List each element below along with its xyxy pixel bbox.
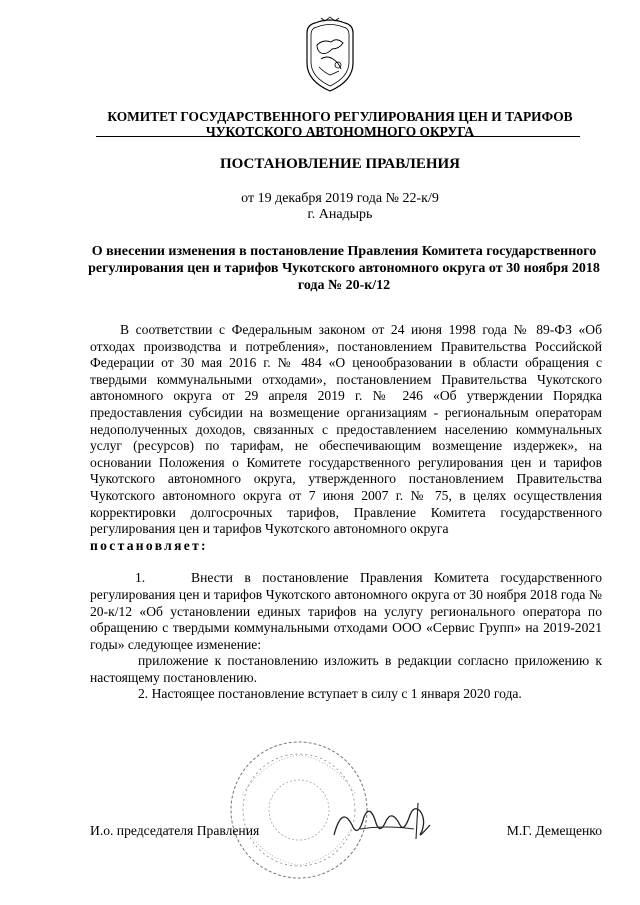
- resolve-word: постановляет:: [90, 537, 208, 553]
- organization-name-line2: ЧУКОТСКОГО АВТОНОМНОГО ОКРУГА: [205, 124, 475, 139]
- item-2-paragraph: 2. Настоящее постановление вступает в силу с 1 января 2020 года.: [138, 686, 522, 702]
- document-title: ПОСТАНОВЛЕНИЕ ПРАВЛЕНИЯ: [219, 156, 460, 172]
- document-city: г. Анадырь: [307, 207, 373, 222]
- document-subject: О внесении изменения в постановление Правления Комитета государственного регулирования цен и тарифов Чукотского автономного округа от 30 ноября 2018 года № 20-к/12: [88, 244, 600, 293]
- signatory-name: М.Г. Демещенко: [506, 823, 602, 838]
- preamble-paragraph: В соответствии с Федеральным законом от 24 июня 1998 года № 89-ФЗ «Об отходах производства и потребления», постановлением Правительства Российской Федерации от 30 мая 2016 г. № 484 «О ценообразовании в области обращения с твердыми коммунальными отходами», постановлением Правительства Чукотского автономного округа от 29 апреля 2019 г. № 246 «Об утверждении Порядка предоставления субсидии на возмещение организациям - региональным операторам недополученных доходов, связанных с предоставлением населению коммунальных услуг (ресурсов) по тарифам, не обеспечивающим возмещение издержек», на основании Положения о Комитете государственного регулирования цен и тарифов Чукотского автономного округа, утвержденного постановлением Правительства Чукотского автономного округа от 7 июня 2007 г. № 75, в целях осуществления корректировки долгосрочных тарифов, Правление Комитета государственного регулирования цен и тарифов Чукотского автономного округа: [90, 322, 602, 537]
- document-date-number: от 19 декабря 2019 года № 22-к/9: [241, 191, 439, 206]
- item-1-paragraph: 1. Внести в постановление Правления Комитета государственного регулирования цен и тарифов Чукотского автономного округа от 30 ноября 2018 года № 20-к/12 «Об установлении единых тарифов на услугу регионального оператора по обращению с твердыми коммунальными отходами ООО «Сервис Групп» на 2019-2021 годы» следующее изменение:: [90, 570, 602, 652]
- signatory-position: И.о. председателя Правления: [90, 823, 260, 838]
- coat-of-arms-emblem: [299, 15, 361, 95]
- organization-header: [60, 109, 620, 139]
- header-divider: [96, 136, 580, 137]
- document-body: [90, 322, 602, 703]
- item-1-change: приложение к постановлению изложить в редакции согласно приложению к настоящему постановлению.: [90, 653, 602, 685]
- organization-name-line1: КОМИТЕТ ГОСУДАРСТВЕННОГО РЕГУЛИРОВАНИЯ ЦЕН И ТАРИФОВ: [107, 109, 573, 124]
- handwritten-signature: [330, 795, 440, 850]
